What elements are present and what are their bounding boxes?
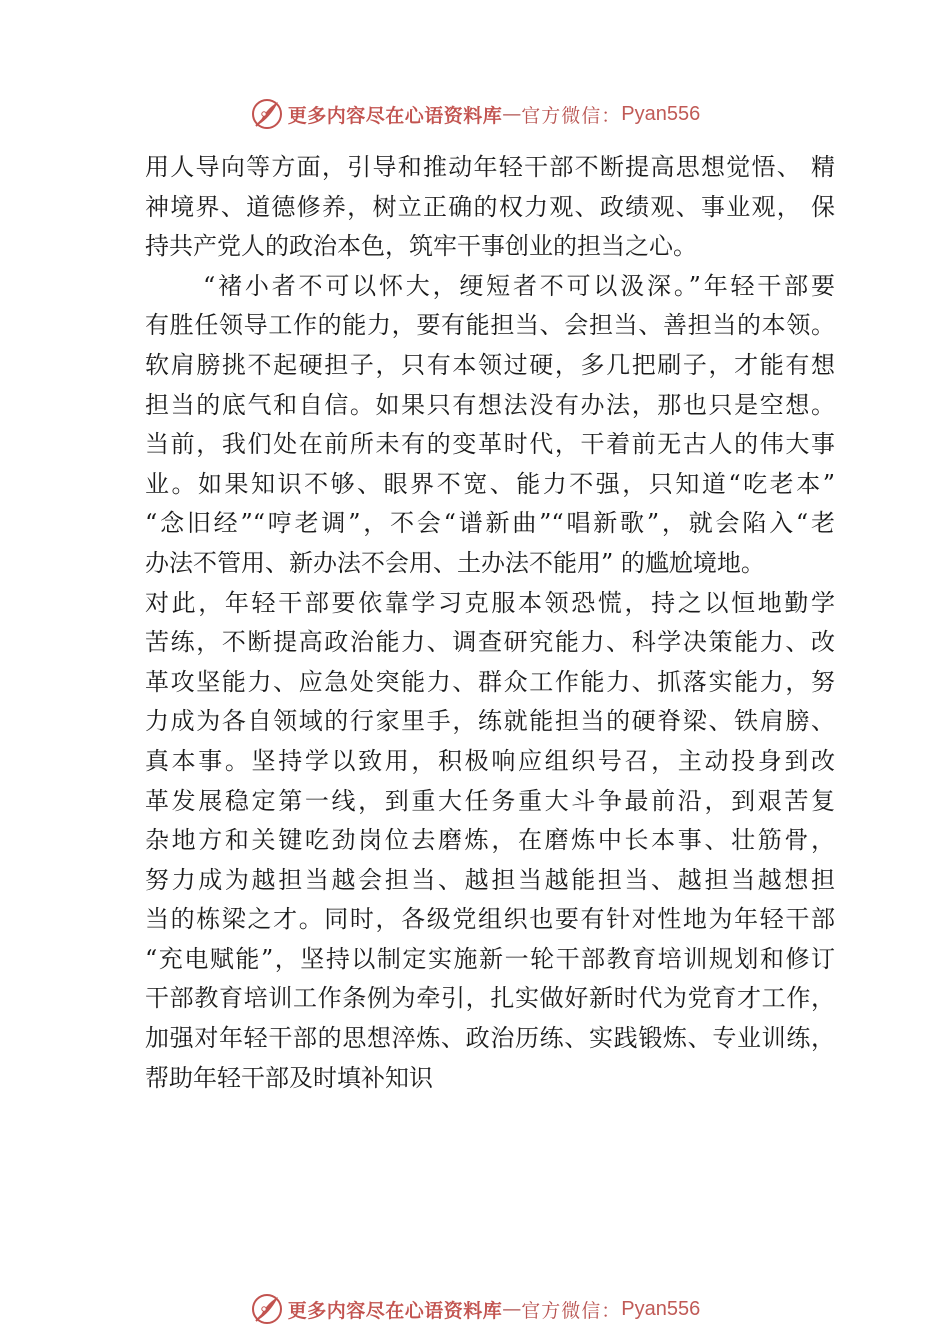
paragraph-start-line: “褚小者不可以怀大，绠短者不可以汲深。”年轻干部要 — [203, 271, 835, 300]
banner-separator: — — [502, 1298, 522, 1320]
text-line: 当前，我们处在前所未有的变革时代，干着前无古人的伟大事 — [145, 430, 835, 459]
text-line: 帮助年轻干部及时填补知识 — [145, 1063, 433, 1092]
banner-wechat-label: 官方微信： — [521, 104, 622, 127]
text-line: 加强对年轻干部的思想淬炼、政治历练、实践锻炼、专业训练， — [145, 1024, 835, 1053]
banner-wechat-id: Pyan556 — [621, 1297, 701, 1320]
quill-pen-logo-icon — [250, 1292, 284, 1326]
text-line: 持共产党人的政治本色，筑牢干事创业的担当之心。 — [145, 232, 697, 261]
banner-separator: — — [502, 103, 522, 125]
text-line: 用人导向等方面，引导和推动年轻干部不断提高思想觉悟、 精 — [145, 153, 835, 181]
banner-title: 更多内容尽在心语资料库 — [287, 1299, 503, 1322]
text-line: “念旧经”“哼老调”，不会“谱新曲”“唱新歌”，就会陷入“老 — [145, 509, 835, 538]
footer-banner — [0, 1289, 950, 1329]
text-line: 业。如果知识不够、眼界不宽、能力不强，只知道“吃老本” — [145, 469, 835, 498]
text-line: 苦练，不断提高政治能力、调查研究能力、科学决策能力、改 — [145, 628, 835, 657]
banner-wechat-label: 官方微信： — [521, 1299, 622, 1322]
text-line: 真本事。坚持学以致用，积极响应组织号召，主动投身到改 — [145, 746, 835, 775]
text-line: 担当的底气和自信。如果只有想法没有办法，那也只是空想。 — [145, 390, 835, 419]
text-line: “充电赋能”，坚持以制定实施新一轮干部教育培训规划和修订 — [145, 944, 835, 973]
text-line: 对此，年轻干部要依靠学习克服本领恐慌，持之以恒地勤学 — [145, 588, 835, 617]
text-line: 办法不管用、新办法不会用、土办法不能用” 的尴尬境地。 — [145, 548, 765, 577]
banner-title: 更多内容尽在心语资料库 — [287, 104, 503, 127]
text-line: 努力成为越担当越会担当、越担当越能担当、越担当越想担 — [145, 865, 835, 894]
text-line: 革攻坚能力、应急处突能力、群众工作能力、抓落实能力，努 — [145, 667, 835, 696]
text-line: 神境界、道德修养，树立正确的权力观、政绩观、事业观， 保 — [145, 192, 835, 221]
text-line: 干部教育培训工作条例为牵引，扎实做好新时代为党育才工作， — [145, 984, 835, 1013]
quill-pen-logo-icon — [250, 97, 284, 131]
document-body — [145, 148, 835, 1098]
text-line: 有胜任领导工作的能力，要有能担当、会担当、善担当的本领。 — [145, 311, 835, 340]
text-line: 软肩膀挑不起硬担子，只有本领过硬，多几把刷子，才能有想 — [145, 350, 835, 379]
header-banner — [0, 94, 950, 134]
banner-wechat-id: Pyan556 — [621, 102, 701, 125]
text-line: 革发展稳定第一线，到重大任务重大斗争最前沿，到艰苦复 — [145, 786, 835, 815]
text-line: 杂地方和关键吃劲岗位去磨炼，在磨炼中长本事、壮筋骨， — [145, 826, 835, 855]
text-line: 当的栋梁之才。同时，各级党组织也要有针对性地为年轻干部 — [145, 905, 835, 934]
text-line: 力成为各自领域的行家里手，练就能担当的硬脊梁、铁肩膀、 — [145, 707, 835, 736]
